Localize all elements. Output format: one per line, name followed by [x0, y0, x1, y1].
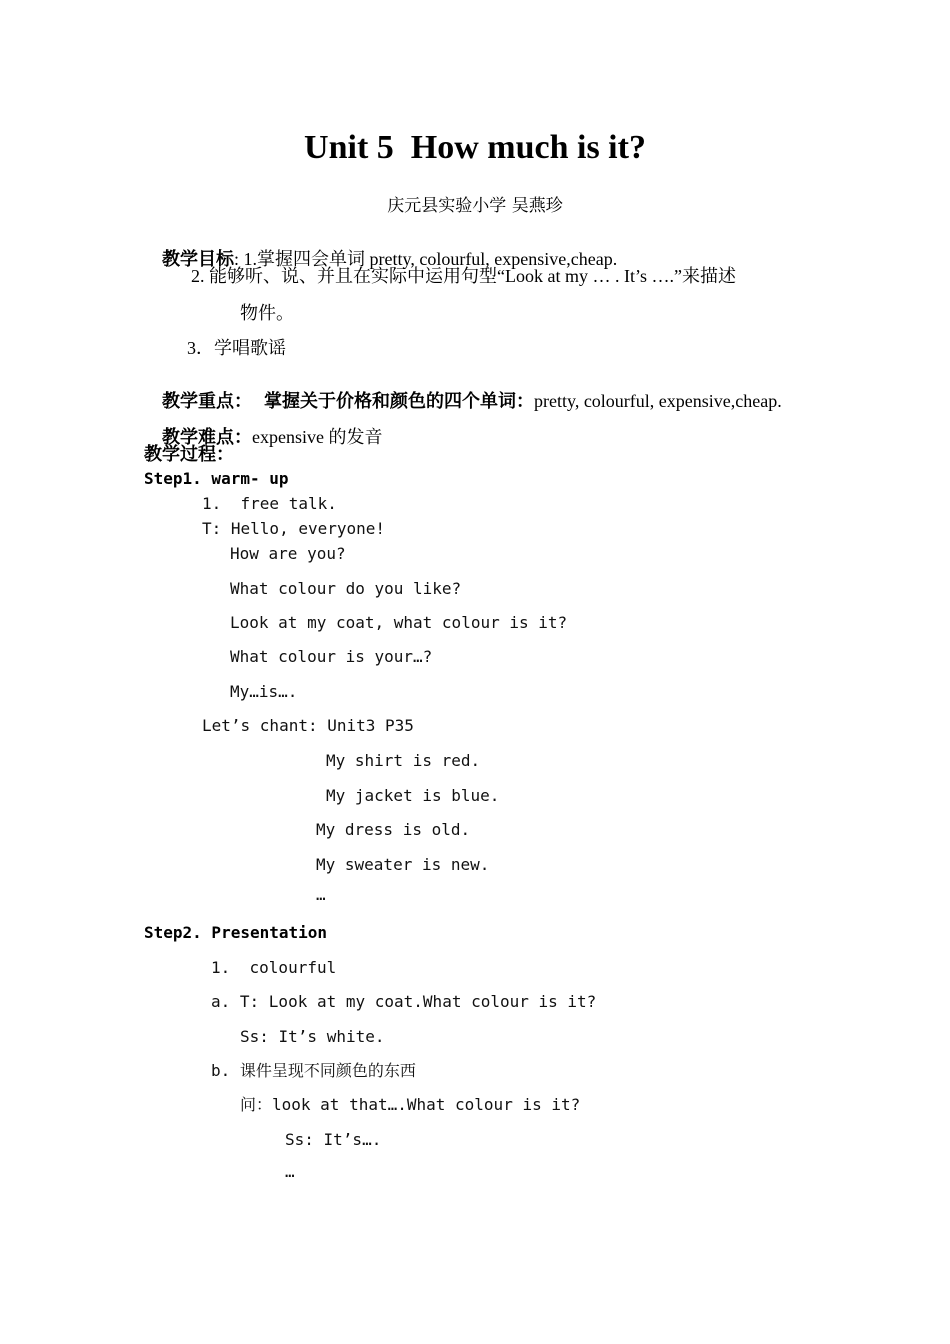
chant-line: My dress is old. [316, 820, 471, 839]
step1-line: T: Hello, everyone! [202, 519, 386, 538]
step2-line: a. T: Look at my coat.What colour is it? [211, 992, 597, 1011]
step1-line: What colour do you like? [230, 579, 462, 598]
objectives-label: 教学目标 [162, 249, 234, 270]
chant-line: My sweater is new. [316, 855, 490, 874]
step2-heading: Step2. Presentation [144, 923, 328, 942]
chant-ellipsis: … [316, 885, 326, 904]
objective-item-3: 3．学唱歌谣 [187, 338, 286, 358]
step2-ellipsis: … [285, 1162, 295, 1181]
difficulty-text: expensive 的发音 [252, 427, 383, 447]
step1-line: How are you? [230, 544, 346, 563]
objective-item-2-continued: 物件。 [240, 303, 294, 323]
step1-line: 1. free talk. [202, 494, 337, 513]
difficulty-label: 教学难点： [162, 427, 252, 448]
step2-line: 1. colourful [211, 958, 337, 977]
step1-heading: Step1. warm- up [144, 469, 289, 488]
objective-item-2: 2. 能够听、说、并且在实际中运用句型“Look at my … . It’s ….”来描述 [191, 266, 736, 286]
step1-line: What colour is your…? [230, 647, 433, 666]
chant-line: My shirt is red. [326, 751, 481, 770]
step1-line: Look at my coat, what colour is it? [230, 613, 568, 632]
chant-line: My jacket is blue. [326, 786, 500, 805]
key-points-text-en: pretty, colourful, expensive,cheap. [534, 391, 782, 411]
key-points-text-cjk: 掌握关于价格和颜色的四个单词： [264, 391, 534, 412]
key-points-label: 教学重点： [162, 391, 252, 412]
objectives-colon: : [234, 249, 244, 269]
step2-line: b. 课件呈现不同颜色的东西 [211, 1061, 416, 1080]
step2-line: 问：look at that….What colour is it? [240, 1095, 581, 1114]
step2-line: Ss: It’s…. [285, 1130, 382, 1149]
page-title: Unit 5 How much is it? [304, 129, 646, 166]
objective-item-1: 1.掌握四会单词 pretty, colourful, expensive,cheap. [243, 249, 618, 269]
process-label: 教学过程： [144, 444, 234, 465]
author-line: 庆元县实验小学 吴燕珍 [387, 196, 563, 216]
step2-line: Ss: It’s white. [240, 1027, 385, 1046]
step1-line: My…is…. [230, 682, 298, 701]
step1-line: Let’s chant: Unit3 P35 [202, 716, 414, 735]
